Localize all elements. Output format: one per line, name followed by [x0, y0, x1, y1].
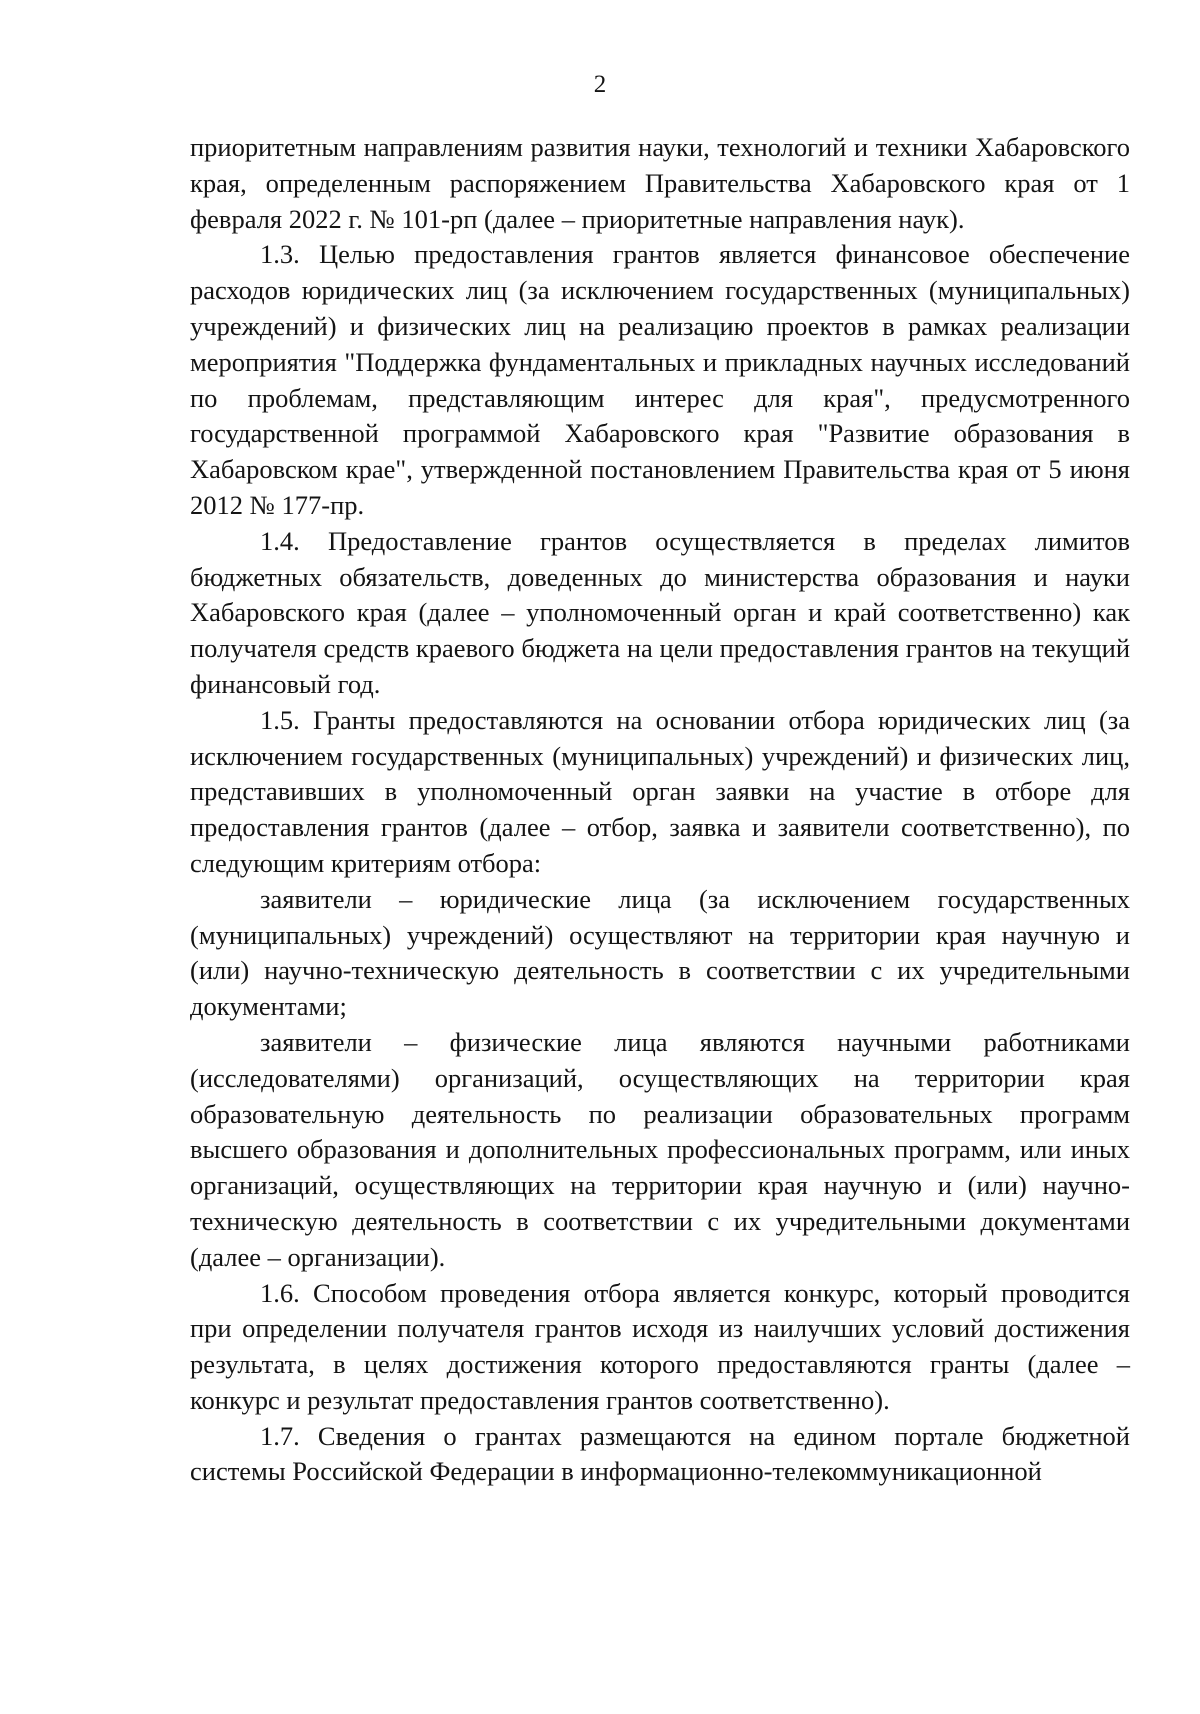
page-number: 2: [593, 71, 607, 98]
paragraph-clause-1-3: 1.3. Целью предоставления грантов является финансовое обеспечение расходов юридических лиц (за исключением государственных (муниципальных) учреждений) и физических лиц на реализацию проектов в рамках реализации мероприятия "Поддержка фундаментальных и прикладных научных исследований по проблемам, представляющим интерес для края", предусмотренного государственной программой Хабаровского края "Развитие образования в Хабаровском крае", утвержденной постановлением Правительства края от 5 июня 2012 № 177-пр.: [190, 239, 1130, 520]
paragraph-clause-1-5: 1.5. Гранты предоставляются на основании отбора юридических лиц (за исключением государственных (муниципальных) учреждений) и физических лиц, представивших в уполномоченный орган заявки на участие в отборе для предоставления грантов (далее – отбор, заявка и заявители соответственно), по следующим критериям отбора:: [190, 704, 1130, 878]
paragraph-clause-1-4: 1.4. Предоставление грантов осуществляется в пределах лимитов бюджетных обязательств, доведенных до министерства образования и науки Хабаровского края (далее – уполномоченный орган и край соответственно) как получателя средств краевого бюджета на цели предоставления грантов на текущий финансовый год.: [190, 525, 1130, 699]
paragraph-clause-1-6: 1.6. Способом проведения отбора является конкурс, который проводится при определении получателя грантов исходя из наилучших условий достижения результата, в целях достижения которого предоставляются гранты (далее – конкурс и результат предоставления грантов соответственно).: [190, 1277, 1130, 1415]
paragraph-criterion-individuals: заявители – физические лица являются научными работниками (исследователями) организаций, осуществляющих на территории края образовательную деятельность по реализации образовательных программ высшего образования и дополнительных профессиональных программ, или иных организаций, осуществляющих на территории края научную и (или) научно-техническую деятельность в соответствии с их учредительными документами (далее – организации).: [190, 1026, 1130, 1272]
paragraph-clause-1-7: 1.7. Сведения о грантах размещаются на едином портале бюджетной системы Российской Федерации в информационно-телекоммуникационной: [190, 1420, 1130, 1487]
paragraph-continuation: приоритетным направлениям развития науки, технологий и техники Хабаровского края, определенным распоряжением Правительства Хабаровского края от 1 февраля 2022 г. № 101-рп (далее – приоритетные направления наук).: [190, 132, 1130, 234]
paragraph-criterion-legal-entities: заявители – юридические лица (за исключением государственных (муниципальных) учреждений) осуществляют на территории края научную и (или) научно-техническую деятельность в соответствии с их учредительными документами;: [190, 883, 1130, 1022]
document-body: [190, 130, 1130, 1490]
